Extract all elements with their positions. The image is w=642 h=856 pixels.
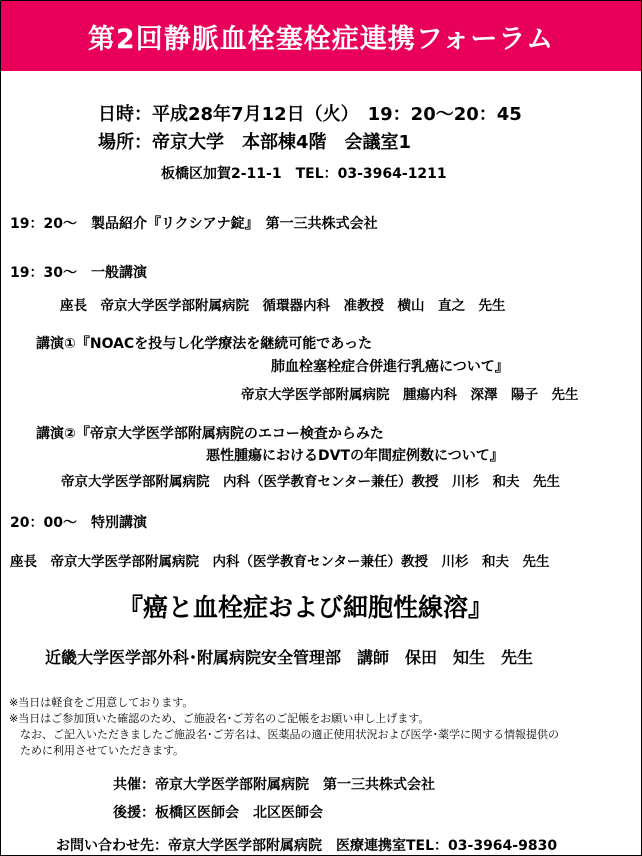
note-1: ※当日は軽食をご用意しております。 <box>9 696 194 709</box>
page-title: 第2回静脈血栓塞栓症連携フォーラム <box>1 1 641 71</box>
event-address: 板橋区加賀2-11-1 TEL：03-3964-1211 <box>161 166 447 182</box>
general-lecture-title: 19：30〜 一般講演 <box>10 265 147 281</box>
lecture1-title-cont: 肺血栓塞栓症合併進行乳癌について』 <box>271 359 509 375</box>
special-lecture-speaker: 近畿大学医学部外科･附属病院安全管理部 講師 保田 知生 先生 <box>45 648 534 667</box>
special-lecture-title: 20：00〜 特別講演 <box>10 515 147 531</box>
note-4: ために利用させていただきます。 <box>9 744 185 757</box>
special-lecture-name: 『癌と血栓症および細胞性線溶』 <box>118 593 494 622</box>
lecture2-speaker: 帝京大学医学部附属病院 内科（医学教育センター兼任）教授 川杉 和夫 先生 <box>61 474 560 490</box>
event-datetime: 日時：平成28年7月12日（火） 19：20〜20：45 <box>98 104 522 125</box>
cosponsor: 共催：帝京大学医学部附属病院 第一三共株式会社 <box>113 777 435 793</box>
lecture1-title: 講演①『NOACを投与し化学療法を継続可能であった <box>36 336 373 352</box>
general-lecture-chair: 座長 帝京大学医学部附属病院 循環器内科 准教授 横山 直之 先生 <box>60 298 506 314</box>
event-venue: 場所：帝京大学 本部棟4階 会議室1 <box>98 132 412 153</box>
note-3: なお、ご記入いただきましたご施設名･ご芳名は、医薬品の適正使用状況および医学･薬学に関する情報提供の <box>9 728 559 741</box>
product-intro: 19：20〜 製品紹介『リクシアナ錠』 第一三共株式会社 <box>10 216 378 232</box>
special-lecture-chair: 座長 帝京大学医学部附属病院 内科（医学教育センター兼任）教授 川杉 和夫 先生 <box>10 554 550 570</box>
lecture1-speaker: 帝京大学医学部附属病院 腫瘍内科 深澤 陽子 先生 <box>241 387 579 403</box>
contact: お問い合わせ先：帝京大学医学部附属病院 医療連携室TEL：03-3964-9830 <box>56 838 558 854</box>
note-2: ※当日はご参加頂いた確認のため、ご施設名･ご芳名のご記帳をお願い申し上げます。 <box>9 712 430 725</box>
support: 後援：板橋区医師会 北区医師会 <box>113 805 323 821</box>
lecture2-title: 講演②『帝京大学医学部附属病院のエコー検査からみた <box>36 426 384 442</box>
lecture2-title-cont: 悪性腫瘍におけるDVTの年間症例数について』 <box>206 448 504 464</box>
